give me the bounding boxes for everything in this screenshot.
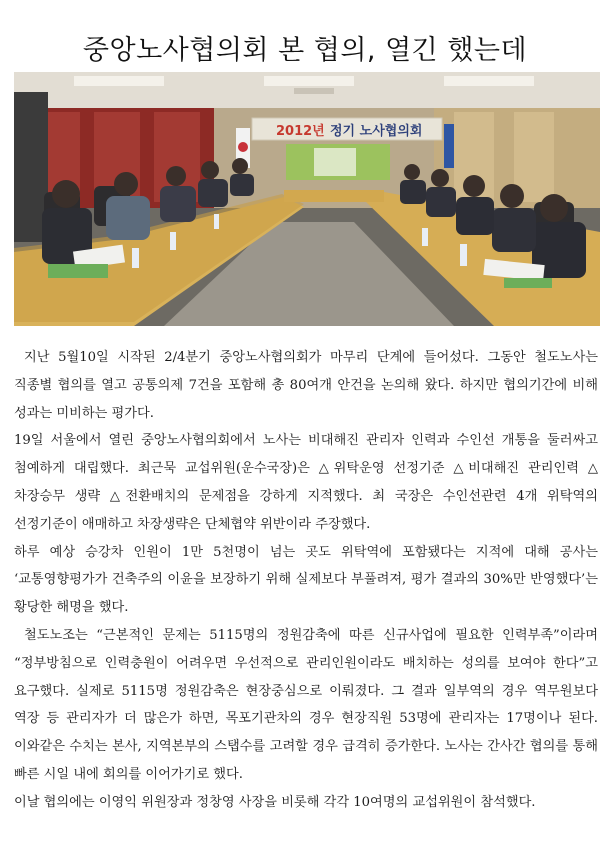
paragraph: 19일 서울에서 열린 중앙노사협의회에서 노사는 비대해진 관리자 인력과 수인선 개통을 둘러싸고 첨예하게 대립했다. 최근묵 교섭위원(운수국장)은 △위탁운영 선정기준 △비대해진 관리인력 △차장승무 생략 △전환배치의 문제점을 강하게 지적했다. 최 국장은 수인선관련 4개 위탁역의 선정기준이 애매하고 차장생략은 단체협약 위반이라 주장했다.	[14, 433, 598, 532]
banner-year: 2012년	[276, 124, 325, 139]
paragraph: 하루 예상 승강차 인원이 1만 5천명이 넘는 곳도 위탁역에 포함됐다는 지적에 대해 공사는 ‘교통영향평가가 건축주의 이윤을 보장하기 위해 실제보다 부풀려져, 평가 결과의 30%만 반영했다’는 황당한 해명을 했다.	[14, 544, 598, 616]
paragraph: 이날 협의에는 이영익 위원장과 정창영 사장을 비롯해 각각 10여명의 교섭위원이 참석했다.	[14, 794, 536, 810]
paragraph: 지난 5월10일 시작된 2/4분기 중앙노사협의회가 마무리 단계에 들어섰다. 그동안 철도노사는 직종별 협의를 열고 공통의제 7건을 포함해 총 80여개 안건을 논의해 왔다. 하지만 협의기간에 비해 성과는 미비하는 평가다.	[14, 350, 598, 421]
banner-title: 정기 노사협의회	[330, 124, 423, 139]
paragraph: 철도노조는 “근본적인 문제는 5115명의 정원감축에 따른 신규사업에 필요한 인력부족”이라며 “정부방침으로 인력충원이 어려우면 우선적으로 관리인원이라도 배치하는 성의를 보여야 한다”고 요구했다. 실제로 5115명 정원감축은 현장중심으로 이뤄졌다. 그 결과 일부역의 경우 역무원보다 역장 등 관리자가 더 많은가 하면, 목포기관차의 경우 현장직원 53명에 관리자는 17명이나 된다. 이와같은 수치는 본사, 지역본부의 스탭수를 고려할 경우 급격히 증가한다. 노사는 간사간 협의를 통해 빠른 시일 내에 회의를 이어가기로 했다.	[14, 627, 598, 782]
article-body	[14, 344, 598, 817]
meeting-photo	[14, 72, 600, 326]
headline: 중앙노사협의회 본 협의, 열긴 했는데	[82, 35, 528, 67]
